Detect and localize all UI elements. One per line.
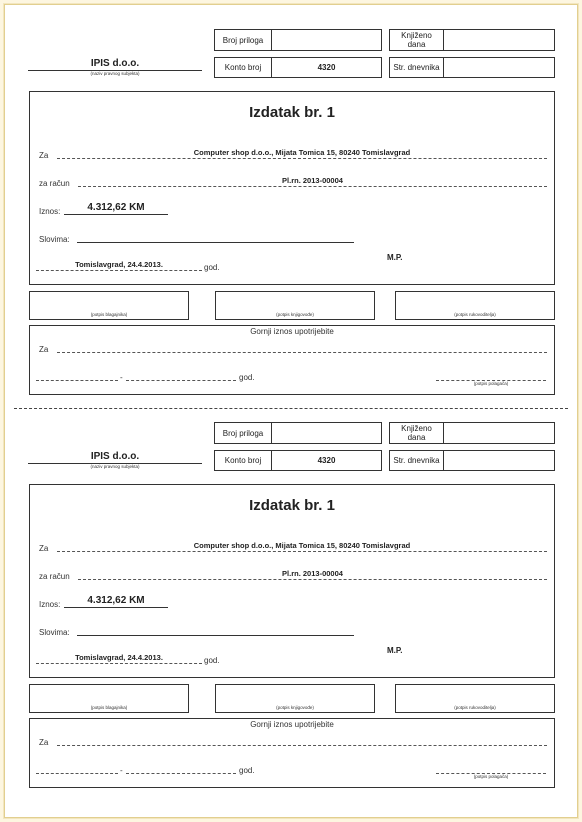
broj-priloga-field[interactable] [271,29,382,51]
voucher-title: Izdatak br. 1 [249,104,335,121]
usage-za-line[interactable] [57,352,547,353]
company-caption: (naziv pravnog subjekta) [90,71,140,76]
company-name: IPIS d.o.o. [90,58,140,69]
za-label: Za [39,544,49,553]
dnevnik-field[interactable] [443,57,555,78]
slovima-line[interactable] [77,242,354,243]
signature-caption-blagajnik: (potpis blagajnika) [90,705,128,710]
knjizeno-label-line2: dana [407,40,426,49]
iznos-label: Iznos: [39,600,61,609]
slovima-line[interactable] [77,635,354,636]
place-date-line [36,663,202,664]
za-value[interactable]: Computer shop d.o.o., Mijata Tomica 15, 80240 Tomislavgrad [193,148,411,157]
za-label: Za [39,151,49,160]
iznos-value[interactable]: 4.312,62 KM [87,595,145,606]
iznos-label: Iznos: [39,207,61,216]
usage-date-line[interactable] [126,380,236,381]
racun-line [78,579,547,580]
expense-voucher [0,0,582,392]
konto-field[interactable]: 4320 [271,57,382,78]
usage-dash: - [120,373,123,382]
broj-priloga-label: Broj priloga [214,422,272,444]
usage-za-label: Za [39,738,49,747]
dnevnik-label: Str. dnevnika [389,450,444,471]
dnevnik-label: Str. dnevnika [389,57,444,78]
konto-label: Konto broj [214,450,272,471]
knjizeno-field[interactable] [443,422,555,444]
signature-caption-blagajnik: (potpis blagajnika) [90,312,128,317]
usage-god-label: god. [239,766,255,775]
knjizeno-field[interactable] [443,29,555,51]
voucher-title: Izdatak br. 1 [249,497,335,514]
usage-date-line[interactable] [126,773,236,774]
knjizeno-label [389,422,444,444]
iznos-line [64,607,168,608]
signature-caption-knjigovoda: (potpis knjigovođe) [276,312,314,317]
god-label: god. [204,656,220,665]
cut-line [14,408,568,409]
usage-place-line[interactable] [36,773,118,774]
slovima-label: Slovima: [39,628,70,637]
racun-value[interactable]: Pl.rn. 2013-00004 [282,569,343,578]
konto-field[interactable]: 4320 [271,450,382,471]
usage-dash: - [120,766,123,775]
racun-line [78,186,547,187]
usage-za-line[interactable] [57,745,547,746]
usage-signature-caption: (potpis polagača) [473,774,509,779]
usage-za-label: Za [39,345,49,354]
knjizeno-label-line2: dana [407,433,426,442]
racun-label: za račun [39,572,70,581]
konto-label: Konto broj [214,57,272,78]
usage-title: Gornji iznos upotrijebite [250,327,334,336]
place-date[interactable]: Tomislavgrad, 24.4.2013. [75,653,163,662]
company-name: IPIS d.o.o. [90,451,140,462]
usage-title: Gornji iznos upotrijebite [250,720,334,729]
mp-stamp-label: M.P. [387,646,403,655]
knjizeno-label-line1: Knjiženo [401,424,432,433]
racun-label: za račun [39,179,70,188]
broj-priloga-field[interactable] [271,422,382,444]
signature-caption-knjigovoda: (potpis knjigovođe) [276,705,314,710]
usage-god-label: god. [239,373,255,382]
za-line [57,158,547,159]
god-label: god. [204,263,220,272]
slovima-label: Slovima: [39,235,70,244]
broj-priloga-label: Broj priloga [214,29,272,51]
mp-stamp-label: M.P. [387,253,403,262]
usage-signature-caption: (potpis polagača) [473,381,509,386]
knjizeno-label [389,29,444,51]
signature-caption-rukovoditelj: (potpis rukovoditelja) [454,312,496,317]
za-line [57,551,547,552]
place-date-line [36,270,202,271]
racun-value[interactable]: Pl.rn. 2013-00004 [282,176,343,185]
iznos-line [64,214,168,215]
usage-place-line[interactable] [36,380,118,381]
dnevnik-field[interactable] [443,450,555,471]
place-date[interactable]: Tomislavgrad, 24.4.2013. [75,260,163,269]
za-value[interactable]: Computer shop d.o.o., Mijata Tomica 15, 80240 Tomislavgrad [193,541,411,550]
expense-voucher [0,393,582,785]
company-caption: (naziv pravnog subjekta) [90,464,140,469]
knjizeno-label-line1: Knjiženo [401,31,432,40]
signature-caption-rukovoditelj: (potpis rukovoditelja) [454,705,496,710]
iznos-value[interactable]: 4.312,62 KM [87,202,145,213]
